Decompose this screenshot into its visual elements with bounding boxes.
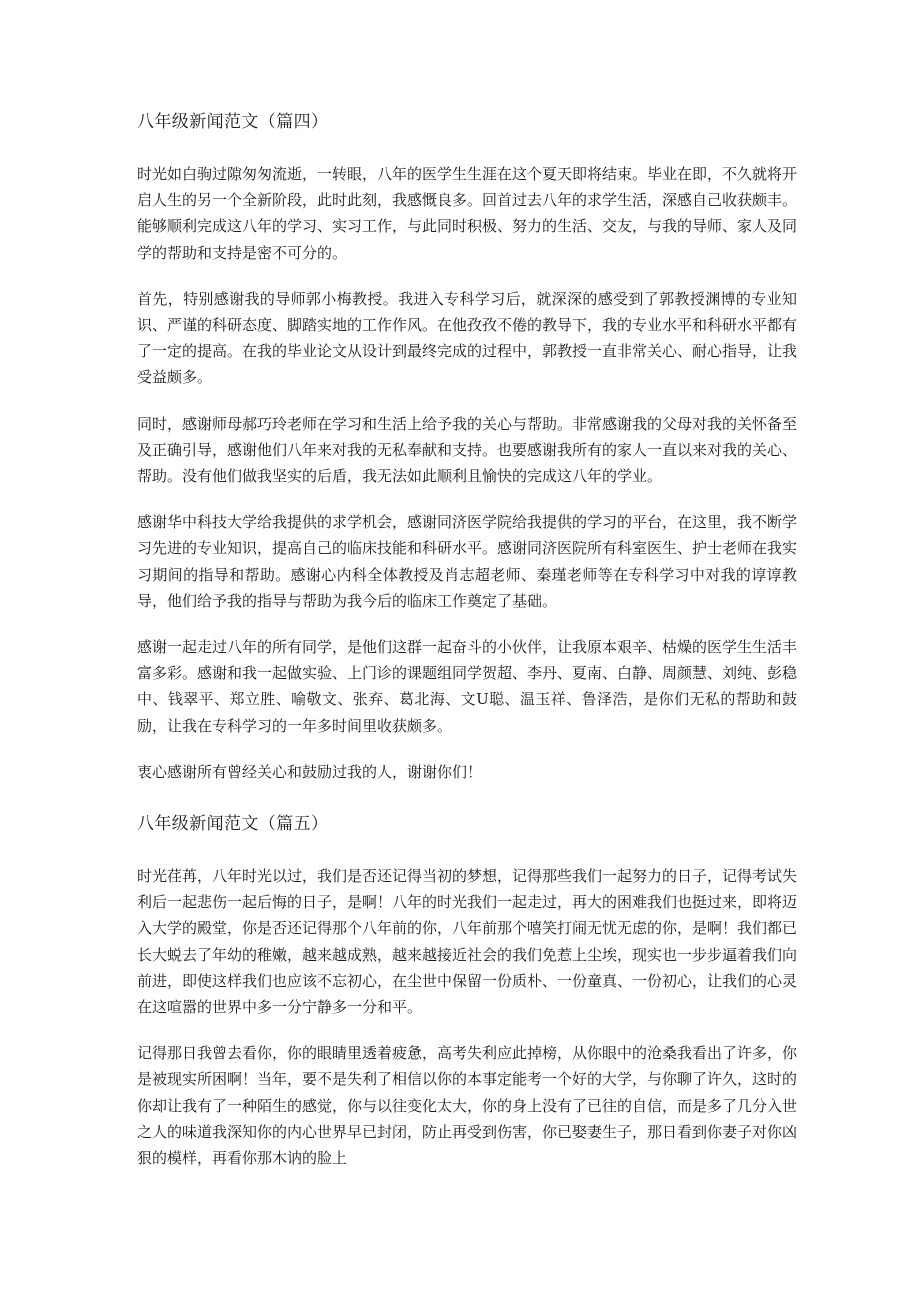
paragraph: 感谢一起走过八年的所有同学，是他们这群一起奋斗的小伙伴，让我原本艰辛、枯燥的医学生生活丰富多彩。感谢和我一起做实验、上门诊的课题组同学贺超、李丹、夏南、白静、周颜慧、刘纯、彭稳中、钱翠平、郑立胜、喻敬文、张弃、葛北海、文U聪、温玉祥、鲁泽浩，是你们无私的帮助和鼓励，让我在专科学习的一年多时间里收获颇多。 <box>137 638 798 735</box>
paragraph: 感谢华中科技大学给我提供的求学机会，感谢同济医学院给我提供的学习的平台，在这里，我不断学习先进的专业知识，提高自己的临床技能和科研水平。感谢同济医院所有科室医生、护士老师在我实习期间的指导和帮助。感谢心内科全体教授及肖志超老师、秦瑾老师等在专科学习中对我的谆谆教导，他们给予我的指导与帮助为我今后的临床工作奠定了基础。 <box>137 513 798 610</box>
paragraph: 同时，感谢师母郝巧玲老师在学习和生活上给予我的关心与帮助。非常感谢我的父母对我的关怀备至及正确引导，感谢他们八年来对我的无私奉献和支持。也要感谢我所有的家人一直以来对我的关心、帮助。没有他们做我坚实的后盾，我无法如此顺利且愉快的完成这八年的学业。 <box>137 414 798 486</box>
section-heading: 八年级新闻范文（篇五） <box>137 814 329 835</box>
paragraph: 时光如白驹过隙匆匆流逝，一转眼，八年的医学生生涯在这个夏天即将结束。毕业在即，不久就将开启人生的另一个全新阶段，此时此刻，我感慨良多。回首过去八年的求学生活，深感自己收获颇丰。能够顺利完成这八年的学习、实习工作，与此同时积极、努力的生活、交友，与我的导师、家人及同学的帮助和支持是密不可分的。 <box>137 165 798 262</box>
document-page <box>137 107 797 1191</box>
section-heading: 八年级新闻范文（篇四） <box>137 112 329 132</box>
paragraph: 衷心感谢所有曾经关心和鼓励过我的人，谢谢你们！ <box>137 762 483 781</box>
paragraph: 记得那日我曾去看你，你的眼睛里透着疲惫，高考失利应此掉榜，从你眼中的沧桑我看出了许多，你是被现实所困啊！当年，要不是失利了相信以你的本事定能考一个好的大学，与你聊了许久，这时的你却让我有了一种陌生的感觉，你与以往变化太大，你的身上没有了已往的自信，而是多了几分入世之人的味道我深知你的内心世界早已封闭，防止再受到伤害，你已娶妻生子，那日看到你妻子对你凶狠的模样，再看你那木讷的脸上 <box>137 1044 798 1168</box>
paragraph: 时光荏苒，八年时光以过，我们是否还记得当初的梦想，记得那些我们一起努力的日子，记得考试失利后一起悲伤一起后悔的日子，是啊！八年的时光我们一起走过，再大的困难我们也挺过来，即将迈入大学的殿堂，你是否还记得那个八年前的你，八年前那个嘻笑打闹无忧无虑的你，是啊！我们都已长大蜕去了年幼的稚嫩，越来越成熟，越来越接近社会的我们免惹上尘埃，现实也一步步逼着我们向前进，即使这样我们也应该不忘初心，在尘世中保留一份质朴、一份童真、一份初心，让我们的心灵在这喧嚣的世界中多一分宁静多一分和平。 <box>137 867 798 1017</box>
paragraph: 首先，特别感谢我的导师郭小梅教授。我进入专科学习后，就深深的感受到了郭教授渊博的专业知识、严谨的科研态度、脚踏实地的工作作风。在他孜孜不倦的教导下，我的专业水平和科研水平都有了一定的提高。在我的毕业论文从设计到最终完成的过程中，郭教授一直非常关心、耐心指导，让我受益颇多。 <box>137 289 798 387</box>
